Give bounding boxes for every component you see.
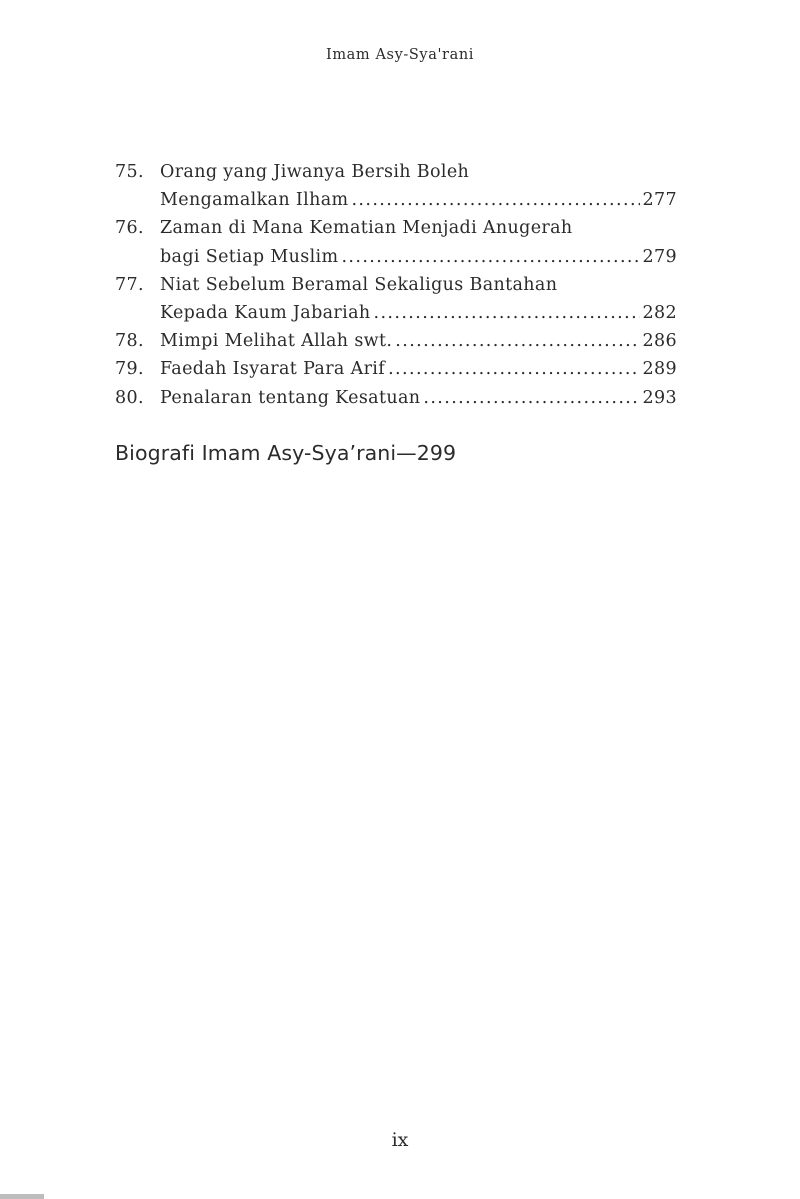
entry-title: Niat Sebelum Beramal Sekaligus Bantahan: [160, 274, 558, 295]
entry-title: Faedah Isyarat Para Arif: [160, 359, 386, 380]
table-of-contents: [115, 158, 677, 412]
entry-title-line: [160, 158, 677, 186]
toc-entry-75: [115, 158, 677, 214]
entry-title-line: [160, 355, 677, 383]
entry-number: 77.: [115, 274, 144, 295]
dot-leader: [351, 186, 639, 214]
entry-title-line: [160, 299, 677, 327]
entry-title-line: [160, 384, 677, 412]
running-header: Imam Asy-Sya'rani: [326, 47, 474, 63]
entry-page: 293: [642, 387, 677, 408]
scan-edge-mark: [0, 1194, 44, 1199]
entry-title-line: [160, 327, 677, 355]
entry-page: 282: [642, 303, 677, 324]
entry-number: 75.: [115, 162, 144, 182]
biography-heading: Biografi Imam Asy-Sya’rani—299: [115, 441, 457, 465]
entry-title-line: [160, 214, 677, 242]
entry-title-line: [160, 186, 677, 214]
entry-page: 289: [642, 359, 677, 380]
entry-title-continued: bagi Setiap Muslim: [160, 246, 339, 267]
toc-entry-80: [115, 384, 677, 412]
entry-number: 78.: [115, 331, 144, 352]
entry-number: 80.: [115, 387, 144, 408]
entry-number: 79.: [115, 359, 144, 380]
page-number: ix: [391, 1129, 409, 1151]
dot-leader: [388, 355, 639, 383]
entry-title: Penalaran tentang Kesatuan: [160, 387, 421, 408]
entry-title-continued: Kepada Kaum Jabariah: [160, 303, 371, 324]
entry-page: 277: [642, 190, 677, 211]
toc-entry-77: [115, 271, 677, 327]
dot-leader: [395, 327, 639, 355]
entry-title-line: [160, 271, 677, 299]
entry-title-continued: Mengamalkan Ilham: [160, 190, 349, 211]
dot-leader: [423, 384, 639, 412]
entry-title: Mimpi Melihat Allah swt.: [160, 331, 393, 352]
entry-page: 279: [642, 246, 677, 267]
entry-title-line: [160, 243, 677, 271]
entry-title: Orang yang Jiwanya Bersih Boleh: [160, 162, 470, 182]
dot-leader: [341, 243, 639, 271]
toc-entry-78: [115, 327, 677, 355]
dot-leader: [373, 299, 639, 327]
toc-entry-76: [115, 214, 677, 270]
entry-page: 286: [642, 331, 677, 352]
toc-entry-79: [115, 355, 677, 383]
entry-title: Zaman di Mana Kematian Menjadi Anugerah: [160, 218, 573, 239]
entry-number: 76.: [115, 218, 144, 239]
